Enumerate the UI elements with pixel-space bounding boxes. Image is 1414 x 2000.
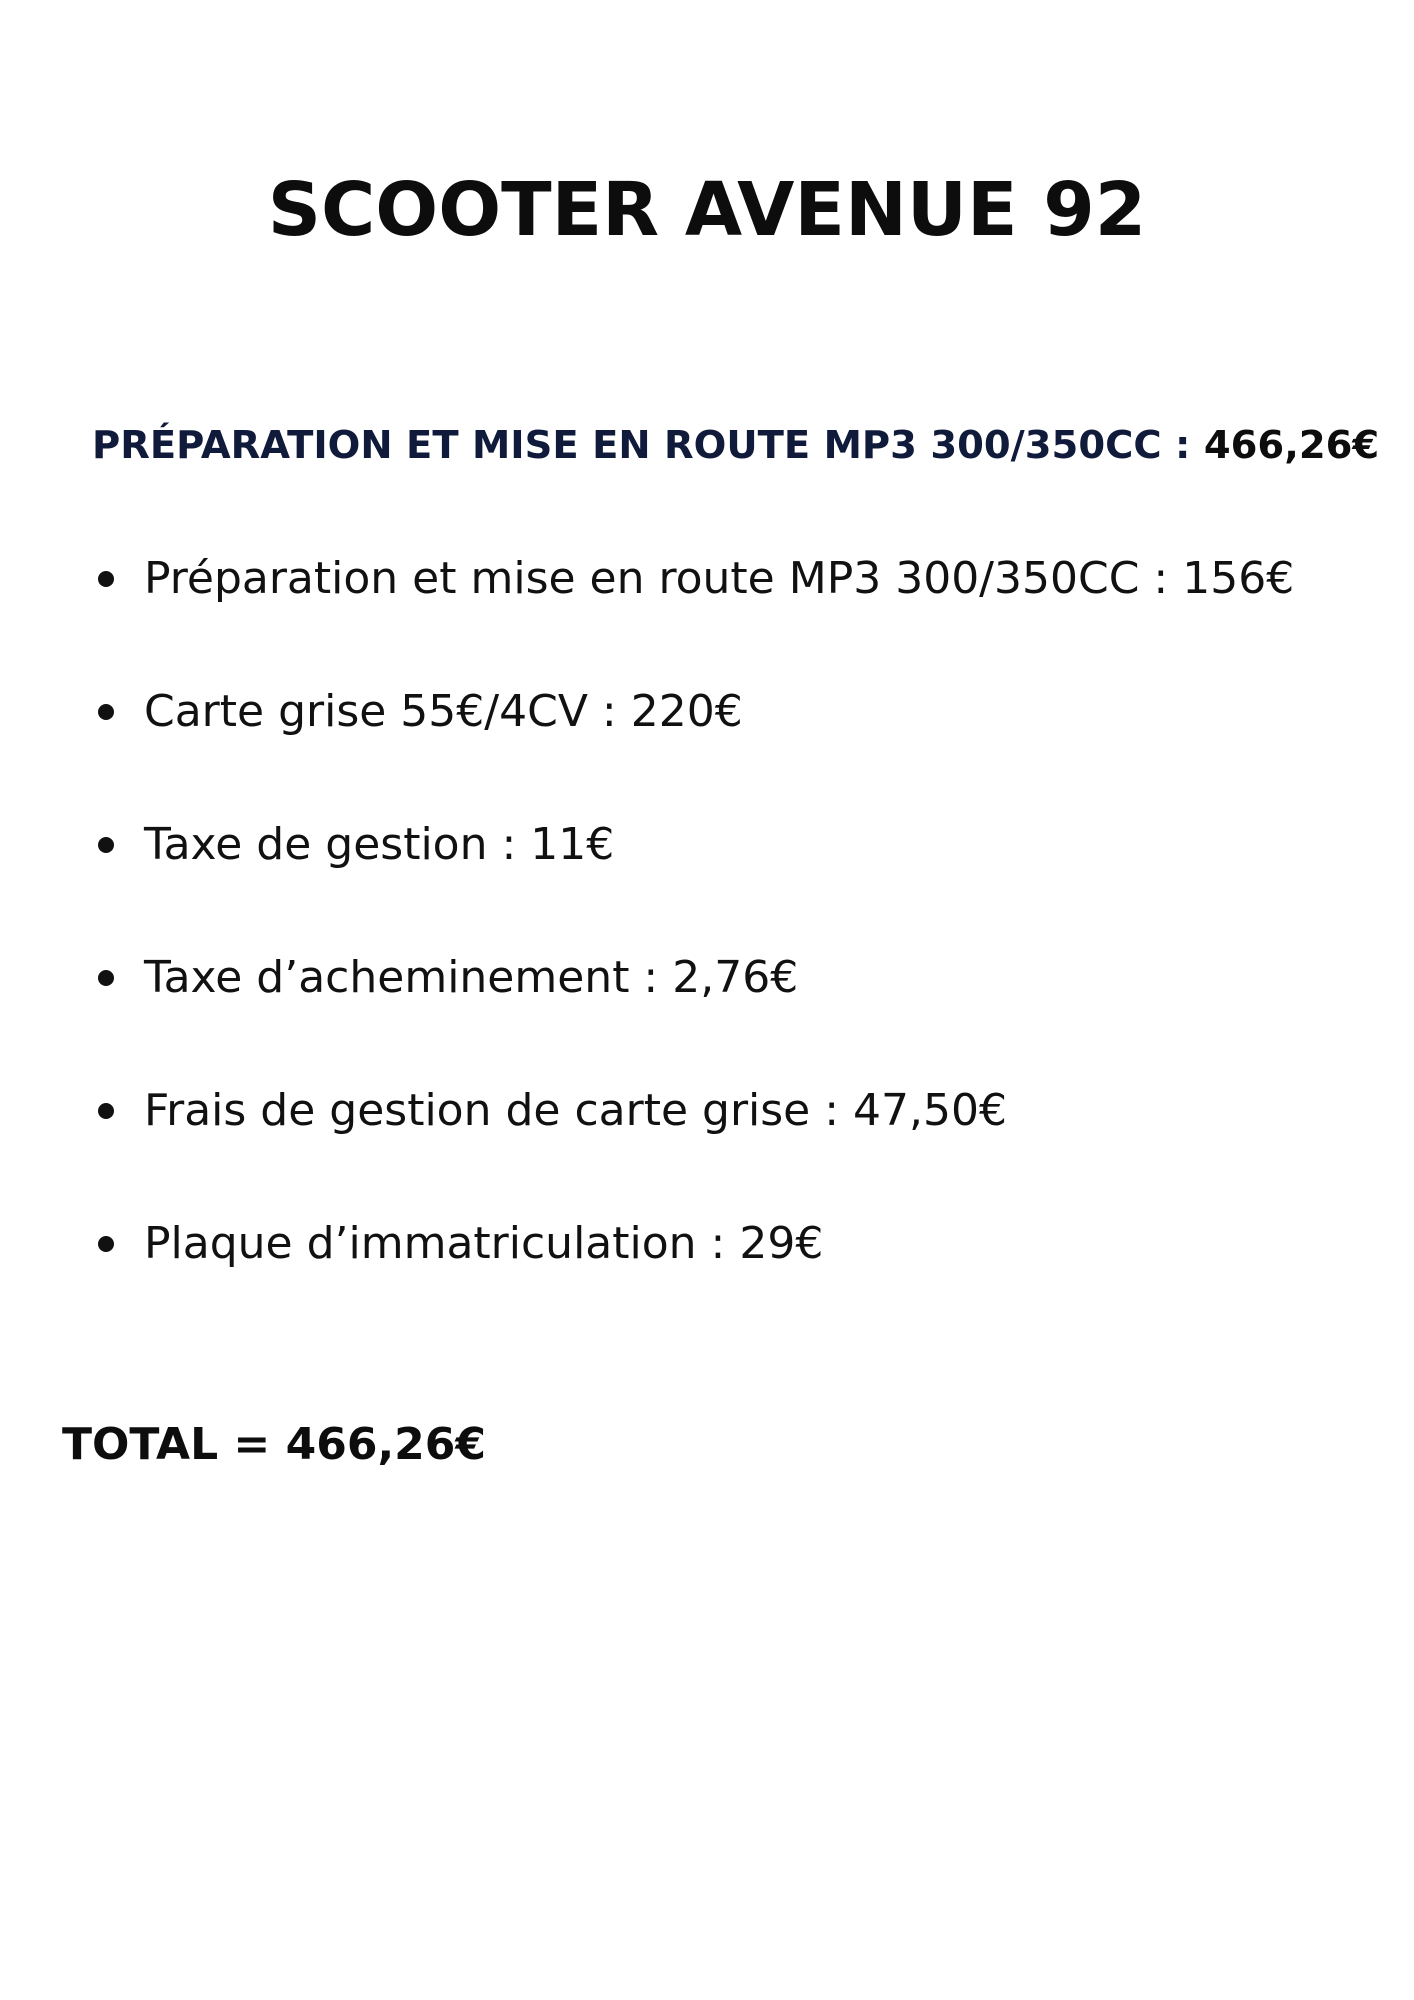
price-breakdown-list (92, 541, 1294, 1339)
list-item-text: Frais de gestion de carte grise : 47,50€ (144, 1085, 1008, 1136)
list-item (92, 807, 1294, 940)
service-heading-label: PRÉPARATION ET MISE EN ROUTE MP3 300/350CC : (92, 423, 1204, 468)
list-item-text: Carte grise 55€/4CV : 220€ (144, 686, 743, 737)
list-item (92, 541, 1294, 674)
total-amount: TOTAL = 466,26€ (62, 1419, 487, 1470)
bullet-icon (98, 704, 114, 720)
service-heading (92, 418, 1380, 474)
bullet-icon (98, 970, 114, 986)
bullet-icon (98, 837, 114, 853)
list-item-text: Préparation et mise en route MP3 300/350CC : 156€ (144, 553, 1295, 604)
list-item-text: Taxe de gestion : 11€ (144, 819, 615, 870)
list-item (92, 1206, 1294, 1339)
bullet-icon (98, 571, 114, 587)
bullet-icon (98, 1103, 114, 1119)
bullet-icon (98, 1236, 114, 1252)
list-item-text: Taxe d’acheminement : 2,76€ (144, 952, 799, 1003)
page-title: SCOOTER AVENUE 92 (267, 167, 1147, 253)
list-item (92, 674, 1294, 807)
list-item (92, 1073, 1294, 1206)
list-item (92, 940, 1294, 1073)
list-item-text: Plaque d’immatriculation : 29€ (144, 1218, 824, 1269)
service-heading-price: 466,26€ (1203, 423, 1380, 468)
